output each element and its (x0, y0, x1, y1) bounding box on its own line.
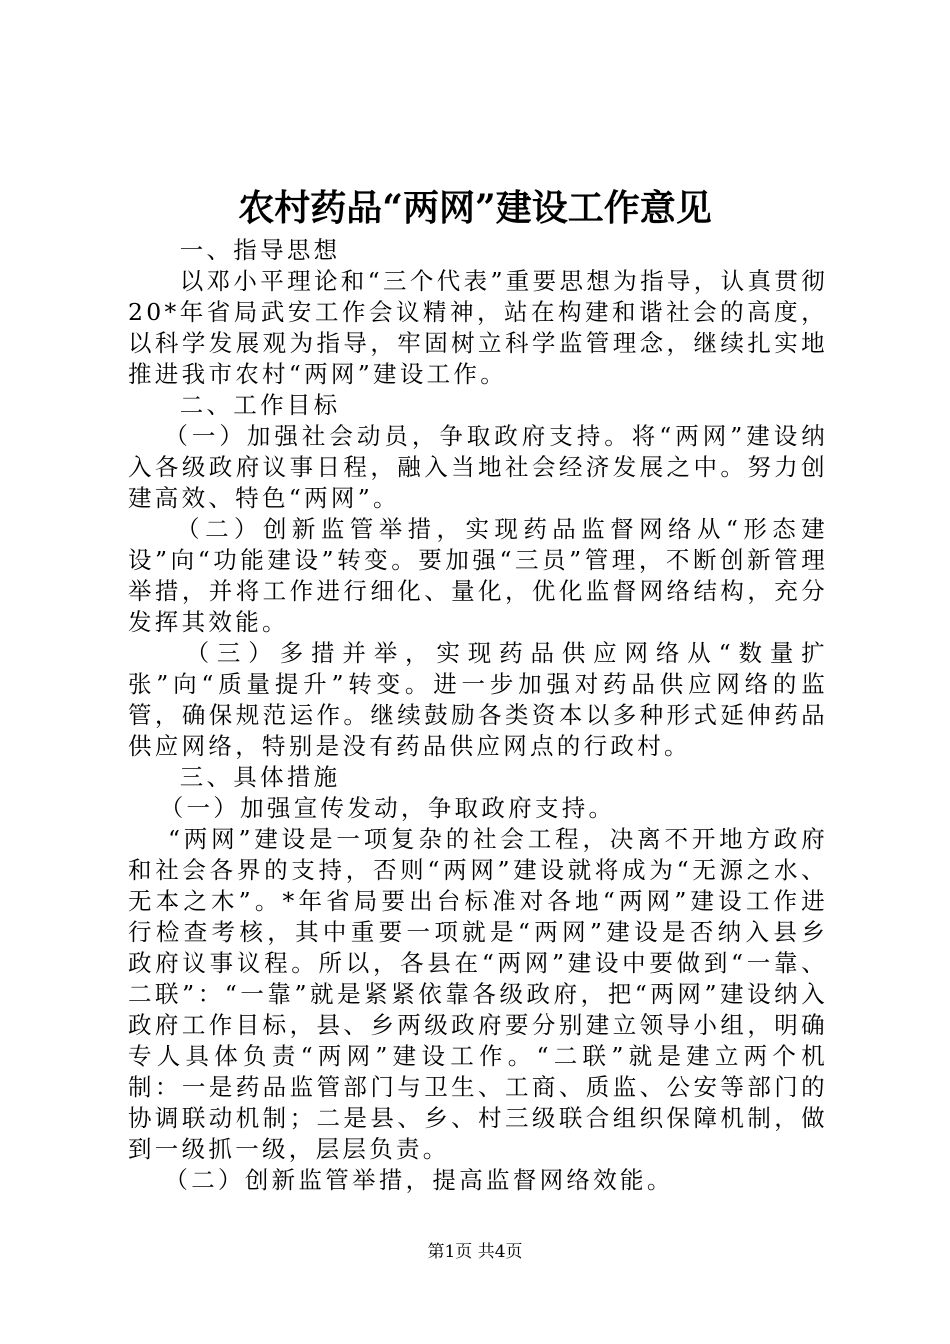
paragraph-goal-3: （三）多措并举，实现药品供应网络从“数量扩张”向“质量提升”转变。进一步加强对药品供应网络的监管，确保规范运作。继续鼓励各类资本以多种形式延伸药品供应网络，特别是没有药品供应网点的行政村。 (128, 639, 828, 760)
section-heading-guiding-ideology: 一、指导思想 (179, 236, 341, 264)
page-footer: 第1页 共4页 (427, 1242, 523, 1262)
paragraph-guiding-ideology: 以邓小平理论和“三个代表”重要思想为指导，认真贯彻20*年省局武安工作会议精神，站在构建和谐社会的高度，以科学发展观为指导，牢固树立科学监管理念，继续扎实地推进我市农村“两网”建设工作。 (128, 267, 828, 388)
paragraph-goal-2: （二）创新监管举措，实现药品监督网络从“形态建设”向“功能建设”转变。要加强“三员”管理，不断创新管理举措，并将工作进行细化、量化，优化监督网络结构，充分发挥其效能。 (128, 515, 828, 636)
paragraph-measure-1-heading: （一）加强宣传发动，争取政府支持。 (159, 794, 616, 822)
section-heading-work-goals: 二、工作目标 (179, 391, 341, 419)
document-body (128, 235, 828, 1196)
paragraph-measure-2-heading: （二）创新监管举措，提高监督网络效能。 (164, 1166, 674, 1194)
paragraph-measure-1-body: “两网”建设是一项复杂的社会工程，决离不开地方政府和社会各界的支持，否则“两网”建设就将成为“无源之水、无本之木”。*年省局要出台标准对各地“两网”建设工作进行检查考核，其中重要一项就是“两网”建设是否纳入县乡政府议事议程。所以，各县在“两网”建设中要做到“一靠、二联”：“一靠”就是紧紧依靠各级政府，把“两网”建设纳入政府工作目标，县、乡两级政府要分别建立领导小组，明确专人具体负责“两网”建设工作。“二联”就是建立两个机制：一是药品监管部门与卫生、工商、质监、公安等部门的协调联动机制；二是县、乡、村三级联合组织保障机制，做到一级抓一级，层层负责。 (128, 825, 829, 1163)
document-title: 农村药品“两网”建设工作意见 (238, 187, 712, 229)
section-heading-specific-measures: 三、具体措施 (179, 763, 341, 791)
paragraph-goal-1: （一）加强社会动员，争取政府支持。将“两网”建设纳入各级政府议事日程，融入当地社会经济发展之中。努力创建高效、特色“两网”。 (128, 422, 828, 512)
